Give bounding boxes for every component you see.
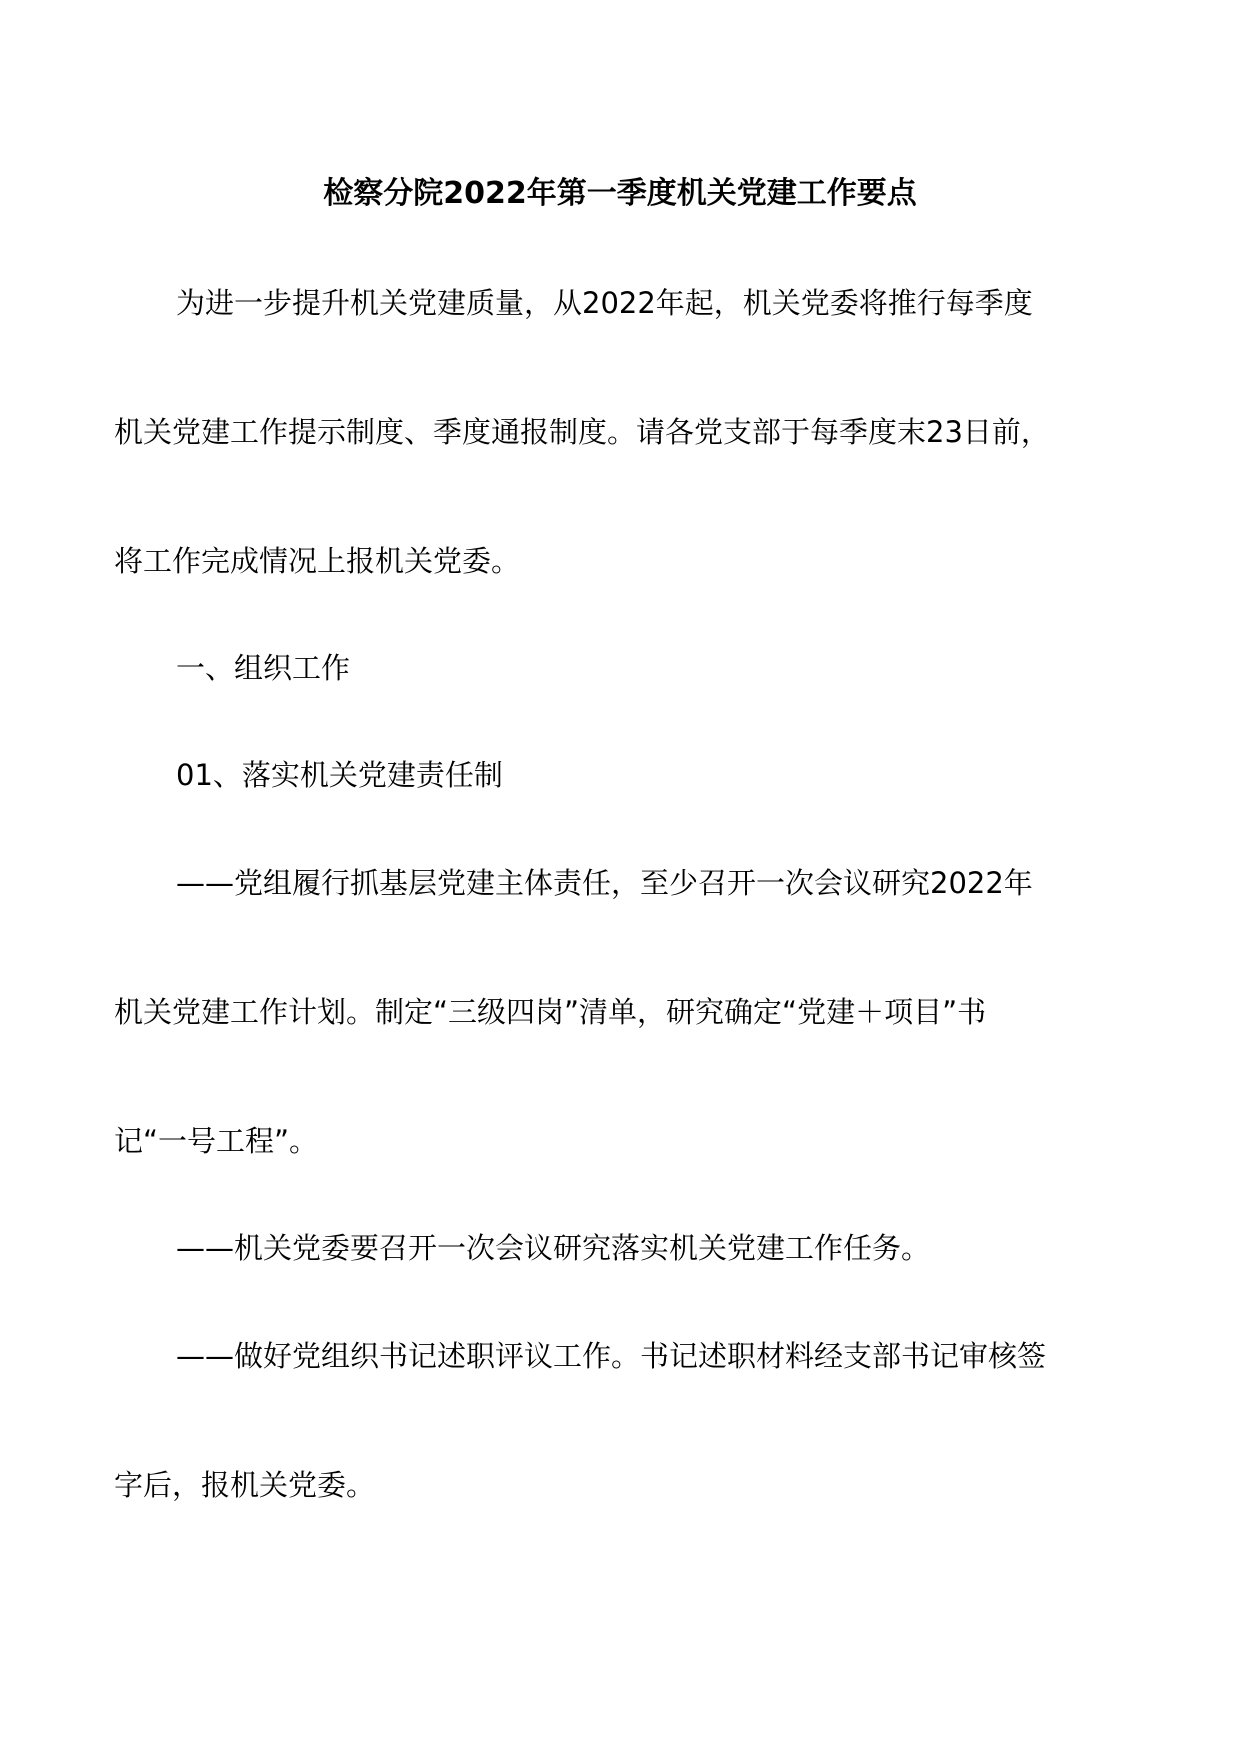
- paragraph-line-6: 记“一号工程”。: [114, 1124, 319, 1158]
- paragraph-line-8: ——做好党组织书记述职评议工作。书记述职材料经支部书记审核签: [176, 1339, 1047, 1373]
- paragraph-line-3: 将工作完成情况上报机关党委。: [114, 544, 521, 578]
- paragraph-line-5: 机关党建工作计划。制定“三级四岗”清单，研究确定“党建＋项目”书: [114, 995, 987, 1029]
- section-heading: 一、组织工作: [176, 651, 351, 685]
- subsection-heading: 01、落实机关党建责任制: [176, 758, 503, 792]
- paragraph-line-7: ——机关党委要召开一次会议研究落实机关党建工作任务。: [176, 1231, 931, 1265]
- document-title: 检察分院2022年第一季度机关党建工作要点: [323, 176, 917, 211]
- paragraph-line-1: 为进一步提升机关党建质量，从2022年起，机关党委将推行每季度: [176, 286, 1033, 320]
- paragraph-line-9: 字后，报机关党委。: [114, 1468, 376, 1502]
- paragraph-line-2: 机关党建工作提示制度、季度通报制度。请各党支部于每季度末23日前，: [114, 415, 1050, 449]
- paragraph-line-4: ——党组履行抓基层党建主体责任，至少召开一次会议研究2022年: [176, 866, 1033, 900]
